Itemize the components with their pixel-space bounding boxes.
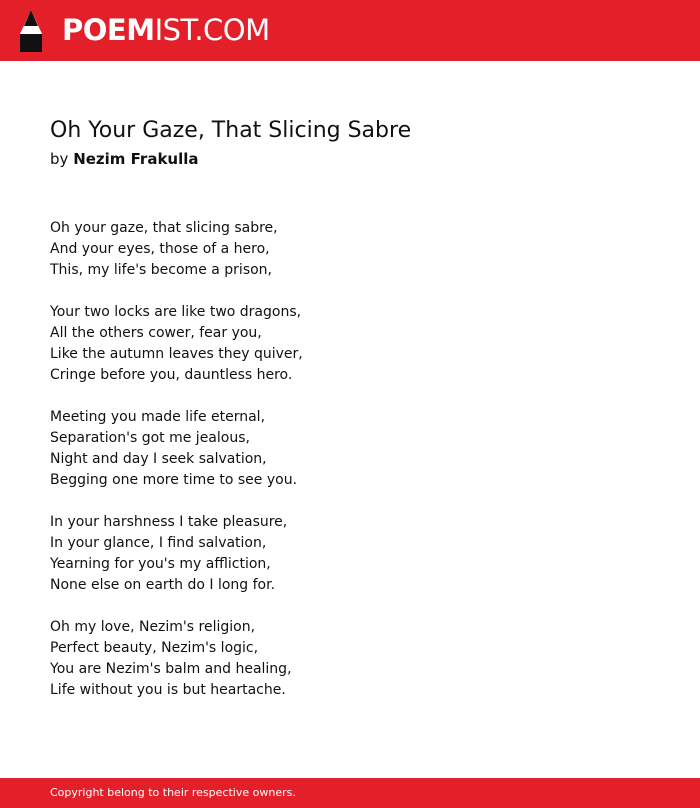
poem-content (50, 116, 650, 722)
poem-line: Night and day I seek salvation, (50, 451, 267, 467)
poem-byline (50, 148, 650, 170)
stanza-2 (50, 302, 650, 386)
poem-line: Your two locks are like two dragons, (50, 304, 302, 320)
copyright-notice: Copyright belong to their respective owners. (50, 786, 296, 799)
poem-title: Oh Your Gaze, That Slicing Sabre (50, 118, 412, 143)
poem-line: Begging one more time to see you. (50, 472, 298, 488)
site-logo[interactable] (62, 12, 270, 48)
poem-line: Oh your gaze, that slicing sabre, (50, 220, 278, 236)
poem-line: You are Nezim's balm and healing, (50, 661, 292, 677)
poem-line: All the others cower, fear you, (50, 325, 262, 341)
poem-line: Like the autumn leaves they quiver, (50, 346, 303, 362)
poem-line: This, my life's become a prison, (50, 262, 273, 278)
poem-line: In your harshness I take pleasure, (50, 514, 288, 530)
poem-line: Separation's got me jealous, (50, 430, 250, 446)
poem-line: Cringe before you, dauntless hero. (50, 367, 293, 383)
site-header (0, 0, 700, 61)
site-footer (0, 778, 700, 808)
stanza-3 (50, 407, 650, 491)
poem-body (50, 218, 650, 701)
poem-line: Yearning for you's my affliction, (50, 556, 271, 572)
poem-line: In your glance, I find salvation, (50, 535, 267, 551)
stanza-1 (50, 218, 650, 281)
logo-text-light: IST.COM (154, 13, 270, 47)
stanza-5 (50, 617, 650, 701)
poem-line: And your eyes, those of a hero, (50, 241, 270, 257)
stanza-4 (50, 512, 650, 596)
poem-line: Meeting you made life eternal, (50, 409, 266, 425)
byline-prefix: by (50, 150, 69, 168)
poem-line: None else on earth do I long for. (50, 577, 276, 593)
poem-author[interactable]: Nezim Frakulla (73, 150, 199, 168)
poem-line: Life without you is but heartache. (50, 682, 286, 698)
poem-line: Oh my love, Nezim's religion, (50, 619, 256, 635)
poem-line: Perfect beauty, Nezim's logic, (50, 640, 259, 656)
logo-text-bold: POEM (62, 13, 155, 47)
pencil-logo-icon[interactable] (18, 10, 44, 52)
